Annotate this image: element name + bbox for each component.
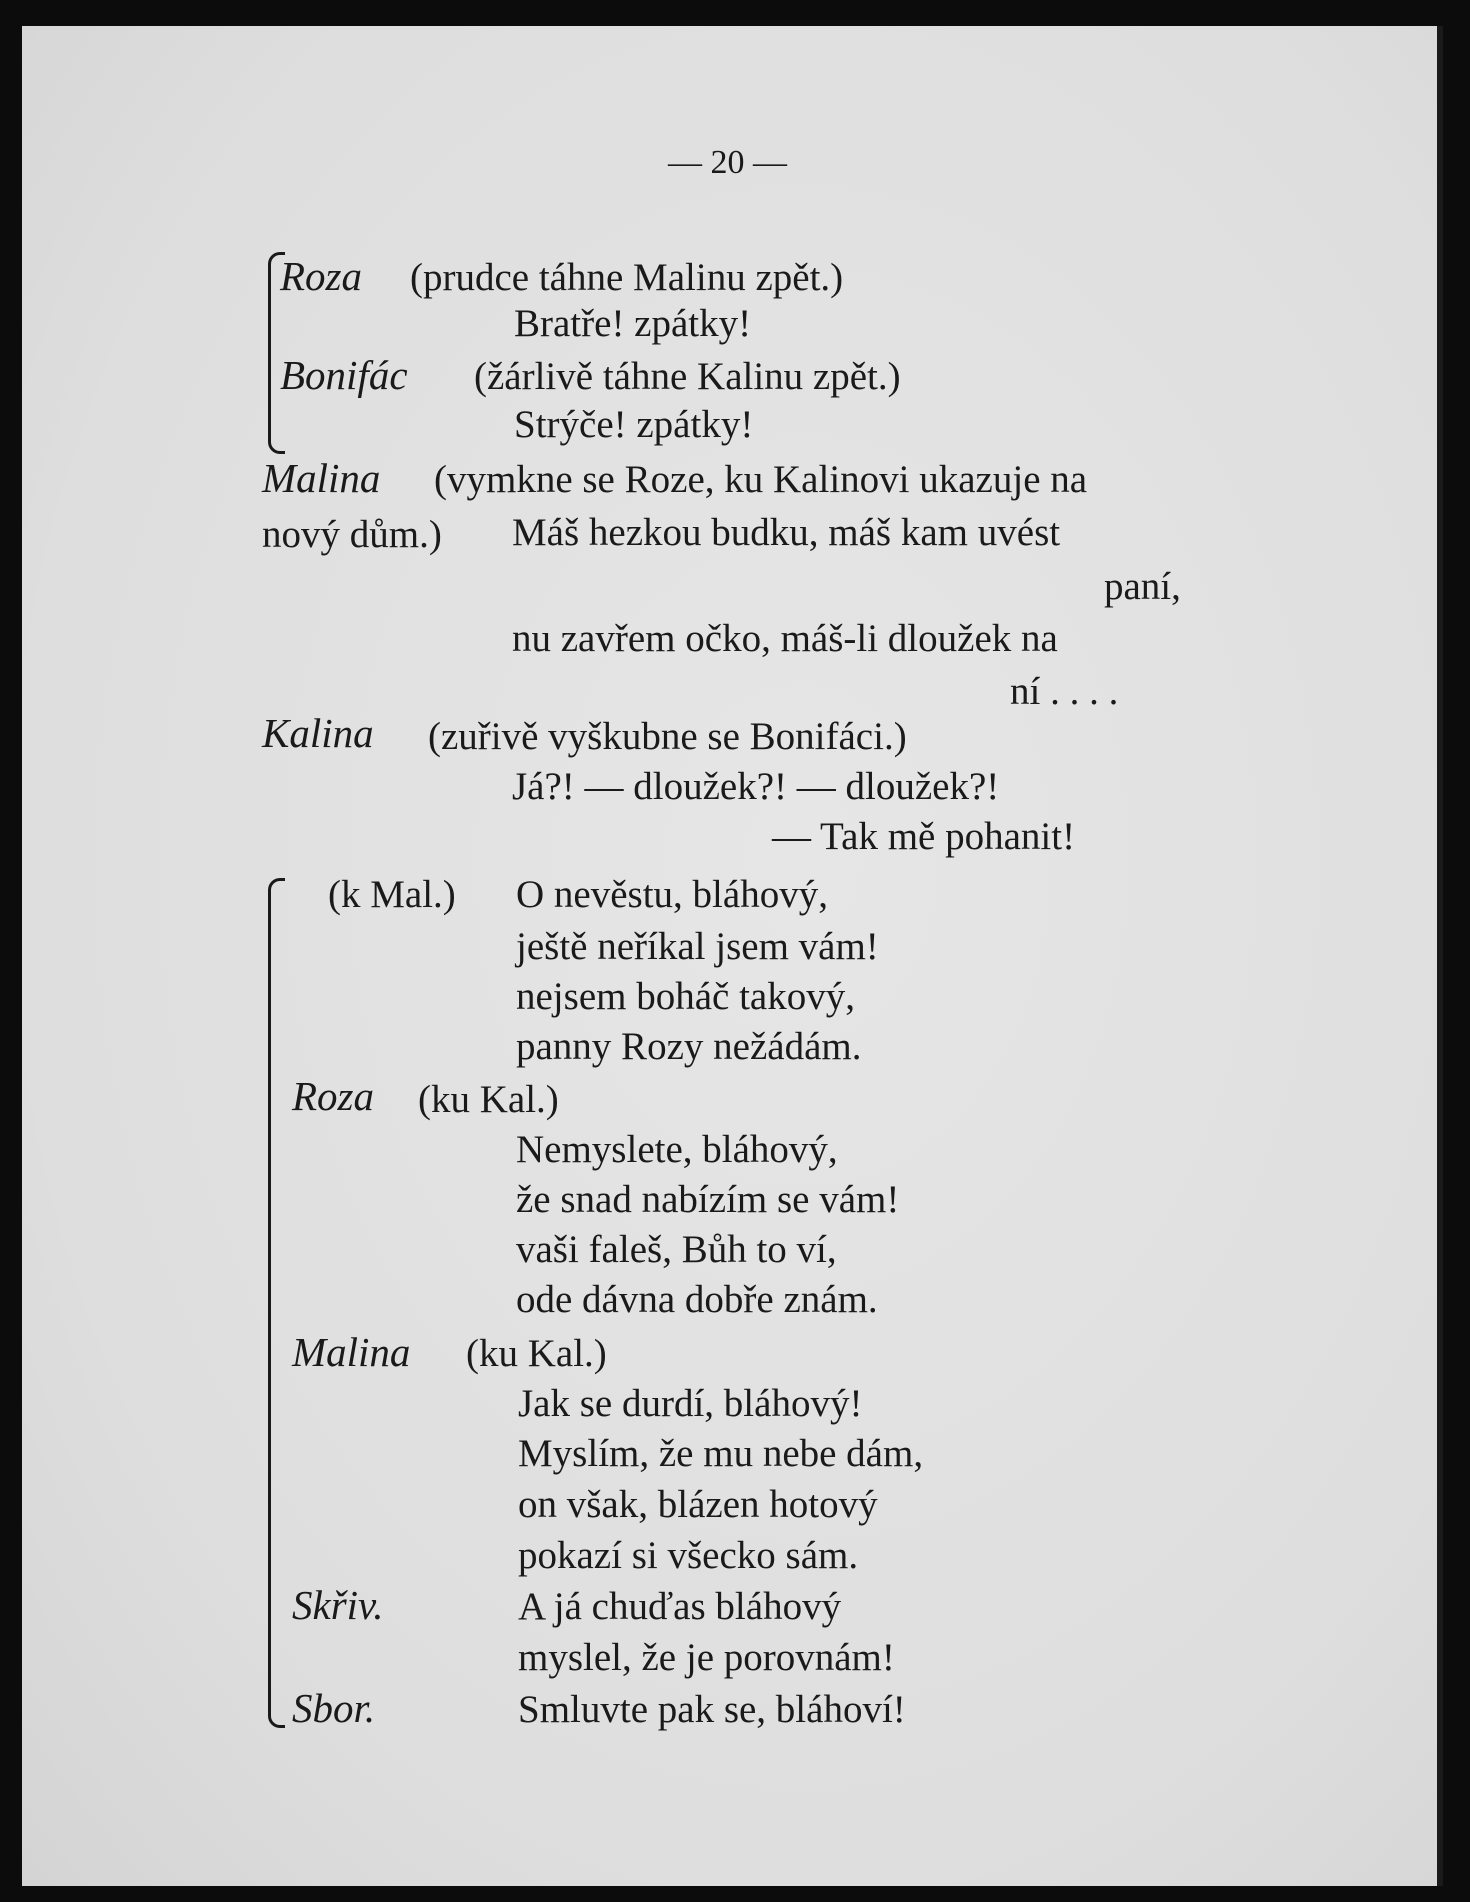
stage-direction: (zuřivě vyškubne se Bonifáci.) [428,715,907,758]
verse-line: ní . . . . [1010,670,1119,713]
speaker-malina: Malina [292,1329,411,1375]
verse-line: ode dávna dobře znám. [516,1278,878,1321]
stage-direction: (žárlivě táhne Kalinu zpět.) [474,355,901,398]
stage-direction: (vymkne se Roze, ku Kalinovi ukazuje na [434,458,1088,501]
stage-direction: (k Mal.) [328,873,456,916]
speaker-malina: Malina [262,455,381,501]
verse-line: nejsem boháč takový, [516,975,855,1018]
speaker-kalina: Kalina [262,710,374,756]
verse-line: on však, blázen hotový [518,1483,878,1526]
speaker-sbor: Sbor. [292,1685,376,1731]
verse-line: Myslím, že mu nebe dám, [518,1432,924,1475]
stage-direction: (ku Kal.) [466,1332,607,1375]
verse-line: myslel, že je porovnám! [518,1636,895,1679]
speaker-roza: Roza [280,253,362,299]
verse-line: A já chuďas bláhový [518,1585,842,1628]
verse-line: Nemyslete, bláhový, [516,1128,838,1171]
verse-line: že snad nabízím se vám! [516,1178,900,1221]
verse-line: nu zavřem očko, máš-li dloužek na [512,617,1058,660]
verse-line: Smluvte pak se, bláhoví! [518,1688,906,1731]
speaker-bonifac: Bonifác [280,352,408,398]
verse-line: paní, [1104,565,1181,608]
speaker-roza: Roza [292,1073,374,1119]
stage-direction: (ku Kal.) [418,1078,559,1121]
verse-line: pokazí si všecko sám. [518,1534,859,1577]
brace-ensemble [268,878,285,1728]
page-number: — 20 — [668,144,787,181]
verse-line: Bratře! zpátky! [514,302,752,345]
speaker-skriv: Skřiv. [292,1582,384,1628]
verse-line: Já?! — dloužek?! — dloužek?! [512,765,1000,808]
verse-line: ještě neříkal jsem vám! [516,925,879,968]
book-spine [1437,26,1443,1886]
verse-line: Máš hezkou budku, máš kam uvést [512,511,1061,554]
verse-line: panny Rozy nežádám. [516,1025,862,1068]
verse-line: O nevěstu, bláhový, [516,873,828,916]
verse-line: Jak se durdí, bláhový! [518,1382,863,1425]
verse-line: — Tak mě pohanit! [772,815,1076,858]
verse-line: vaši faleš, Bůh to ví, [516,1228,837,1271]
stage-direction: nový dům.) [262,513,442,556]
verse-line: Strýče! zpátky! [514,403,754,446]
stage-direction: (prudce táhne Malinu zpět.) [410,256,844,299]
